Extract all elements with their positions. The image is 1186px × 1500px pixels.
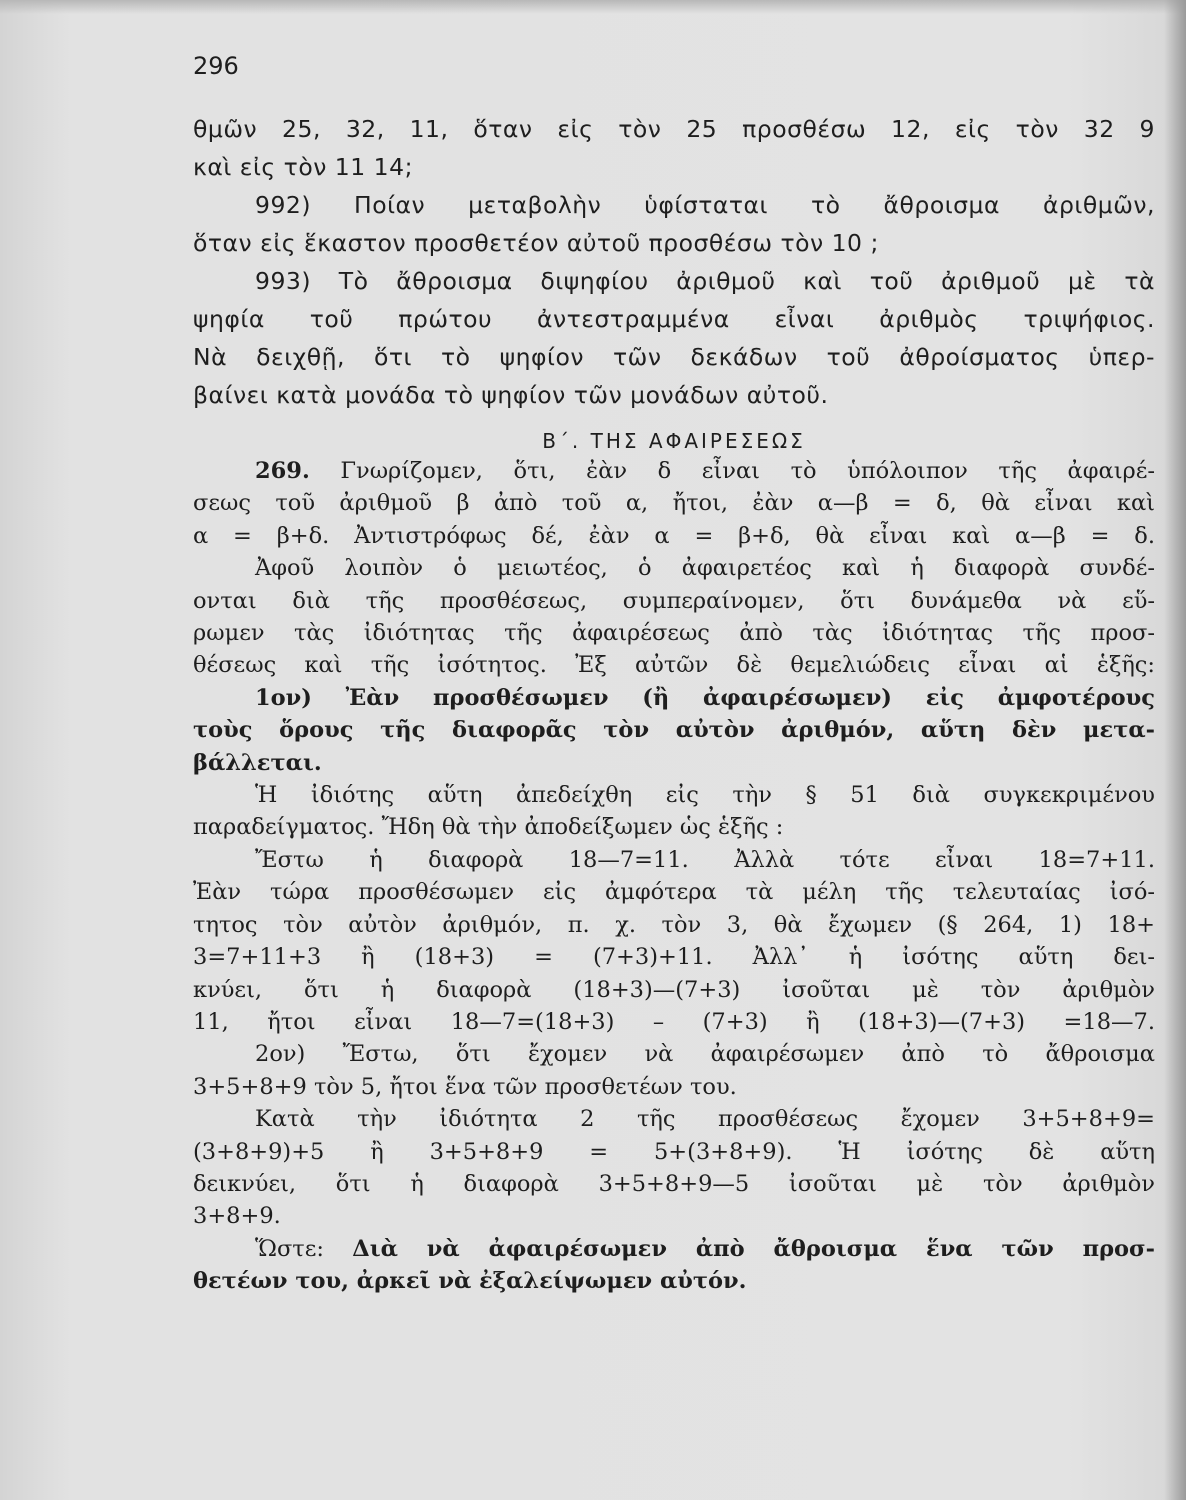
text-line: τοὺς ὅρους τῆς διαφορᾶς τὸν αὐτὸν ἀριθμόν, αὕτη δὲν μετα-: [193, 717, 1155, 744]
text-line: θετέων του, ἀρκεῖ νὰ ἐξαλείψωμεν αὐτόν.: [193, 1268, 747, 1295]
text-line: βαίνει κατὰ μονάδα τὸ ψηφίον τῶν μονάδων αὐτοῦ.: [193, 381, 829, 409]
section-heading: Β΄. ΤΗΣ ΑΦΑΙΡΕΣΕΩΣ: [542, 429, 806, 453]
text-line: κνύει, ὅτι ἡ διαφορὰ (18+3)—(7+3) ἰσοῦται μὲ τὸν ἀριθμὸν: [193, 976, 1155, 1003]
text-line: 11, ἤτοι εἶναι 18—7=(18+3) – (7+3) ἢ (18+3)—(7+3) =18—7.: [193, 1008, 1155, 1035]
page-number: 296: [193, 52, 239, 80]
text-line: 3=7+11+3 ἢ (18+3) = (7+3)+11. Ἀλλ᾿ ἡ ἰσότης αὕτη δει-: [193, 944, 1155, 971]
text-line: Ὥστε: Διὰ νὰ ἀφαιρέσωμεν ἀπὸ ἄθροισμα ἕνα τῶν προσ-: [255, 1235, 1155, 1262]
text-line: καὶ εἰς τὸν 11 14;: [193, 153, 413, 181]
text-line: Ἡ ἰδιότης αὕτη ἀπεδείχθη εἰς τὴν § 51 διὰ συγκεκριμένου: [255, 782, 1155, 809]
text-line: θμῶν 25, 32, 11, ὅταν εἰς τὸν 25 προσθέσω 12, εἰς τὸν 32 9: [193, 115, 1155, 143]
scan-right-edge: [1164, 0, 1186, 1500]
text-line: 269. Γνωρίζομεν, ὅτι, ἐὰν δ εἶναι τὸ ὑπόλοιπον τῆς ἀφαιρέ-: [255, 458, 1156, 484]
text-line: ονται διὰ τῆς προσθέσεως, συμπεραίνομεν, ὅτι δυνάμεθα νὰ εὕ-: [193, 587, 1155, 614]
text-line: δεικνύει, ὅτι ἡ διαφορὰ 3+5+8+9—5 ἰσοῦται μὲ τὸν ἀριθμὸν: [193, 1170, 1155, 1197]
exercise-block: [193, 110, 1155, 414]
text-line: ρωμεν τὰς ἰδιότητας τῆς ἀφαιρέσεως ἀπὸ τὰς ἰδιότητας τῆς προσ-: [193, 620, 1155, 647]
text-line: (3+8+9)+5 ἢ 3+5+8+9 = 5+(3+8+9). Ἡ ἰσότης δὲ αὕτη: [193, 1138, 1155, 1165]
text-line: σεως τοῦ ἀριθμοῦ β ἀπὸ τοῦ α, ἤτοι, ἐὰν α—β = δ, θὰ εἶναι καὶ: [193, 490, 1155, 517]
text-line: ψηφία τοῦ πρώτου ἀντεστραμμένα εἶναι ἀριθμὸς τριψήφιος.: [193, 305, 1155, 333]
text-line: Ἀφοῦ λοιπὸν ὁ μειωτέος, ὁ ἀφαιρετέος καὶ ἡ διαφορὰ συνδέ-: [255, 555, 1155, 582]
text-line: 993) Τὸ ἄθροισμα διψηφίου ἀριθμοῦ καὶ τοῦ ἀριθμοῦ μὲ τὰ: [255, 267, 1155, 295]
scan-top-shadow: [0, 0, 1186, 14]
text-line: βάλλεται.: [193, 749, 322, 776]
text-line: 3+5+8+9 τὸν 5, ἤτοι ἕνα τῶν προσθετέων του.: [193, 1073, 737, 1100]
text-line: θέσεως καὶ τῆς ἰσότητος. Ἐξ αὐτῶν δὲ θεμελιώδεις εἶναι αἱ ἑξῆς:: [193, 652, 1155, 679]
text-line: α = β+δ. Ἀντιστρόφως δέ, ἐὰν α = β+δ, θὰ εἶναι καὶ α—β = δ.: [193, 522, 1155, 549]
text-line: παραδείγματος. Ἤδη θὰ τὴν ἀποδείξωμεν ὡς ἑξῆς :: [193, 814, 784, 841]
text-line: 992) Ποίαν μεταβολὴν ὑφίσταται τὸ ἄθροισμα ἀριθμῶν,: [255, 191, 1155, 219]
body-block: [193, 455, 1155, 1298]
text-line: Νὰ δειχθῇ, ὅτι τὸ ψηφίον τῶν δεκάδων τοῦ ἀθροίσματος ὑπερ-: [193, 343, 1155, 371]
text-line: Ἔστω ἡ διαφορὰ 18—7=11. Ἀλλὰ τότε εἶναι 18=7+11.: [255, 846, 1155, 873]
paragraph-number: 269.: [255, 458, 310, 484]
text-line: 2ον) Ἔστω, ὅτι ἔχομεν νὰ ἀφαιρέσωμεν ἀπὸ τὸ ἄθροισμα: [255, 1041, 1155, 1068]
text-line: 1ον) Ἐὰν προσθέσωμεν (ἢ ἀφαιρέσωμεν) εἰς ἀμφοτέρους: [255, 684, 1155, 711]
text-line: τητος τὸν αὐτὸν ἀριθμόν, π. χ. τὸν 3, θὰ ἔχωμεν (§ 264, 1) 18+: [193, 911, 1155, 938]
text-line: Ἐὰν τώρα προσθέσωμεν εἰς ἀμφότερα τὰ μέλη τῆς τελευταίας ἰσό-: [193, 879, 1155, 906]
text-line: 3+8+9.: [193, 1203, 281, 1230]
text-line: ὅταν εἰς ἕκαστον προσθετέον αὐτοῦ προσθέσω τὸν 10 ;: [193, 229, 879, 257]
text-line: Κατὰ τὴν ἰδιότητα 2 τῆς προσθέσεως ἔχομεν 3+5+8+9=: [255, 1106, 1155, 1133]
